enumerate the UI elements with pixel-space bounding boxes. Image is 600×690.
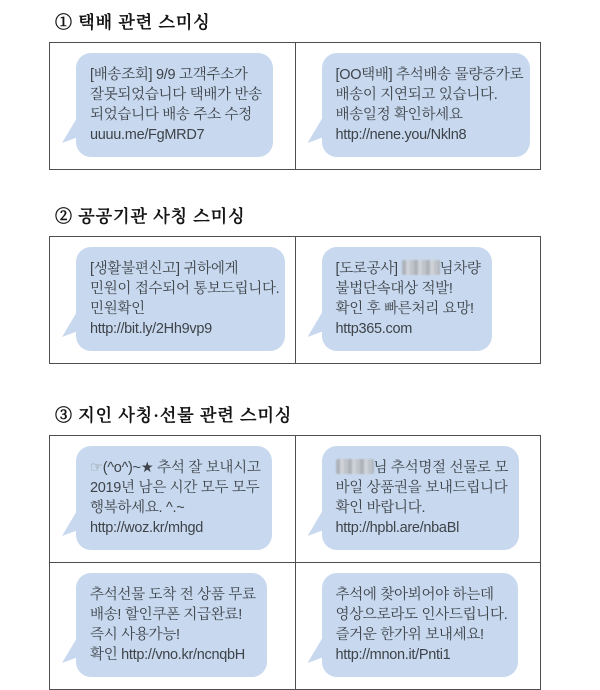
message-cell xyxy=(295,43,541,170)
section-2-heading: ② 공공기관 사칭 스미싱 xyxy=(55,207,246,226)
sms-line: 확인 후 빠른처리 요망! xyxy=(335,301,474,317)
sms-link: http://nene.you/Nkln8 xyxy=(335,127,467,143)
sms-line: 즐거운 한가위 보내세요! xyxy=(335,627,484,643)
table-row xyxy=(50,43,541,170)
sms-bubble-coupon xyxy=(76,573,267,677)
sms-line: 배송이 지연되고 있습니다. xyxy=(335,87,498,103)
sms-link: http://hpbl.are/nbaBl xyxy=(335,520,459,536)
sms-line: 되었습니다 배송 주소 수정 xyxy=(90,107,252,123)
sms-line: 2019년 남은 시간 모두 모두 xyxy=(90,480,260,496)
bubble-tail-icon xyxy=(62,504,81,536)
bubble-tail-icon xyxy=(62,305,81,337)
redacted-name xyxy=(336,459,374,474)
sms-line xyxy=(90,458,261,478)
sms-bubble-delivery-delay xyxy=(322,53,531,157)
sms-line: 잘못되었습니다 택배가 반송 xyxy=(90,87,262,103)
sms-bubble-road-authority xyxy=(322,247,492,351)
section-delivery-smishing xyxy=(0,0,600,170)
sms-line: 배송일정 확인하세요 xyxy=(335,107,463,123)
sms-line: 바일 상품권을 보내드립니다 xyxy=(335,480,508,496)
section-2-table xyxy=(49,236,541,364)
table-row xyxy=(50,563,541,690)
sms-line: 영상으로라도 인사드립니다. xyxy=(335,607,508,623)
bubble-tail-icon xyxy=(62,111,81,143)
section-1-table xyxy=(49,42,541,170)
sms-text: [도로공사] xyxy=(335,261,402,277)
sms-line: [생활불편신고] 귀하에게 xyxy=(90,261,239,277)
sms-line: [배송조회] 9/9 고객주소가 xyxy=(90,67,248,83)
message-cell xyxy=(295,563,541,690)
sms-line xyxy=(336,458,509,478)
sms-link: http365.com xyxy=(335,321,412,337)
sms-line: 민원이 접수되어 통보드립니다. xyxy=(90,281,280,297)
bubble-tail-icon xyxy=(308,111,327,143)
sms-text: 님차량 xyxy=(439,261,481,277)
message-cell xyxy=(50,436,296,563)
sms-line: 민원확인 xyxy=(90,301,145,317)
section-3-table xyxy=(49,435,541,690)
section-institution-smishing xyxy=(0,170,600,364)
message-cell xyxy=(295,237,541,364)
message-cell xyxy=(295,436,541,563)
pointing-hand-icon: ☞ xyxy=(90,460,103,476)
sms-bubble-holiday-greeting xyxy=(76,446,272,550)
section-3-heading: ③ 지인 사칭·선물 관련 스미싱 xyxy=(55,406,293,425)
section-1-heading: ① 택배 관련 스미싱 xyxy=(55,13,211,32)
table-row xyxy=(50,436,541,563)
sms-bubble-video-greeting xyxy=(322,573,519,677)
sms-line: [OO택배] 추석배송 물량증가로 xyxy=(335,67,524,83)
sms-text: 님 추석명절 선물로 모 xyxy=(373,460,509,476)
message-cell xyxy=(50,237,296,364)
sms-line: 행복하세요. ^.~ xyxy=(90,500,185,516)
sms-line: 즉시 사용가능! xyxy=(90,627,180,643)
sms-bubble-delivery-address xyxy=(76,53,273,157)
bubble-tail-icon xyxy=(308,305,327,337)
sms-line: 추석에 찾아뵈어야 하는데 xyxy=(335,587,494,603)
bubble-tail-icon xyxy=(308,504,327,536)
sms-link: http://mnon.it/Pnti1 xyxy=(335,647,451,663)
sms-line: 배송! 할인쿠폰 지급완료! xyxy=(90,607,242,623)
bubble-tail-icon xyxy=(62,631,81,663)
sms-bubble-civil-complaint xyxy=(76,247,285,351)
sms-text: (^o^)~★ 추석 잘 보내시고 xyxy=(102,460,261,476)
message-cell xyxy=(50,43,296,170)
sms-line: 추석선물 도착 전 상품 무료 xyxy=(90,587,256,603)
sms-line: 불법단속대상 적발! xyxy=(335,281,453,297)
redacted-name xyxy=(402,260,440,275)
sms-link: http://bit.ly/2Hh9vp9 xyxy=(90,321,212,337)
message-cell xyxy=(50,563,296,690)
sms-link: 확인 http://vno.kr/ncnqbH xyxy=(90,647,245,663)
sms-link: http://woz.kr/mhgd xyxy=(90,520,204,536)
sms-link: uuuu.me/FgMRD7 xyxy=(90,127,205,143)
sms-bubble-gift-voucher xyxy=(322,446,520,550)
section-gift-smishing xyxy=(0,364,600,690)
table-row xyxy=(50,237,541,364)
bubble-tail-icon xyxy=(308,631,327,663)
sms-line: 확인 바랍니다. xyxy=(335,500,426,516)
sms-line xyxy=(336,259,481,279)
